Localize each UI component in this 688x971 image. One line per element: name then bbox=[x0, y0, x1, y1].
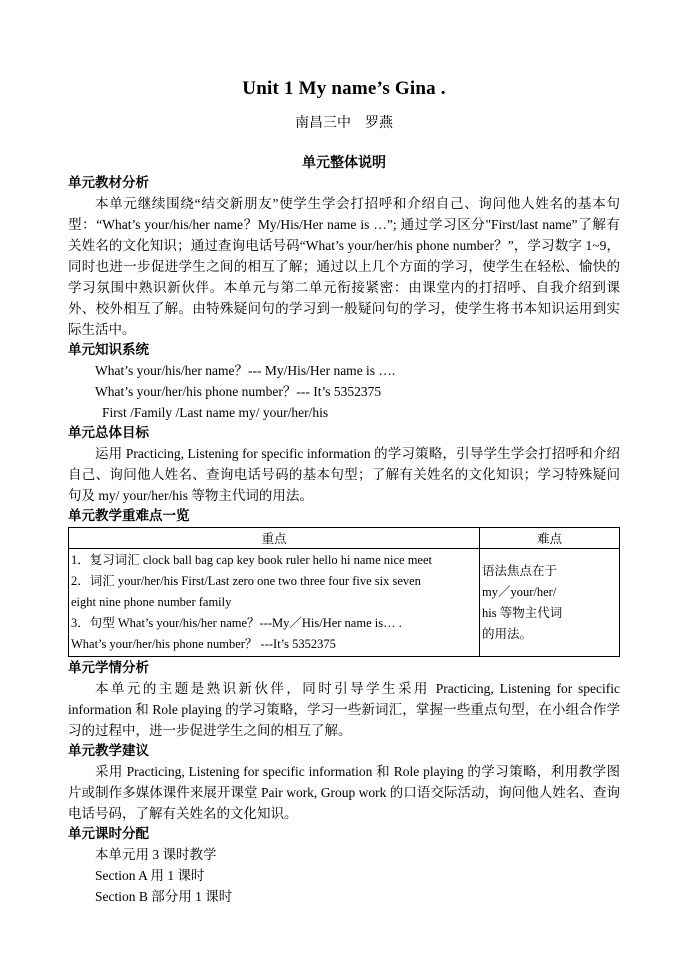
schedule-line: Section A 用 1 课时 bbox=[95, 868, 205, 883]
goals-paragraph: 运用 Practicing, Listening for specific information 的学习策略，引导学生学会打招呼和介绍自己、询问他人姓名、查询电话号码的基本句型；了解有关姓名的文化知识；学习特殊疑问句及 my/ your/her/his 等物主代词的用法。 bbox=[68, 446, 620, 503]
section-heading-analysis: 单元教材分析 bbox=[68, 175, 149, 190]
table-header-row bbox=[69, 528, 620, 549]
difficult-point-line: his 等物主代词 bbox=[482, 605, 563, 620]
section-heading-learners: 单元学情分析 bbox=[68, 660, 149, 675]
learners-paragraph: 本单元的主题是熟识新伙伴，同时引导学生采用 Practicing, Listening for specific information 和 Role playing 的学习策略，学习一些新词汇，掌握一些重点句型，在小组合作学习的过程中，进一步促进学生之间的相互了解。 bbox=[68, 681, 620, 738]
knowledge-line: What’s your/his/her name？--- My/His/Her name is …. bbox=[95, 363, 396, 378]
difficult-point-line: my／your/her/ bbox=[482, 584, 557, 599]
key-points-cell bbox=[69, 549, 480, 657]
document-subtitle: 单元整体说明 bbox=[302, 156, 386, 171]
section-heading-goals: 单元总体目标 bbox=[68, 425, 149, 440]
schedule-line: 本单元用 3 课时教学 bbox=[95, 847, 217, 862]
key-points-table bbox=[68, 527, 620, 657]
difficult-points-cell bbox=[480, 549, 620, 657]
document-title: Unit 1 My name’s Gina . bbox=[242, 78, 446, 99]
table-header-difficult: 难点 bbox=[480, 528, 620, 549]
section-heading-key-points: 单元教学重难点一览 bbox=[68, 508, 190, 523]
key-point-line: 1．复习词汇 clock ball bag cap key book ruler hello hi name nice meet bbox=[71, 553, 432, 567]
key-point-line: What’s your/her/his phone number？ ---It’s 5352375 bbox=[71, 637, 336, 651]
key-point-line: 2．词汇 your/her/his First/Last zero one two three four five six seven bbox=[71, 574, 421, 588]
key-point-line: 3．句型 What’s your/his/her name？---My／His/Her name is… . bbox=[71, 616, 402, 630]
section-heading-suggestions: 单元教学建议 bbox=[68, 743, 149, 758]
section-heading-schedule: 单元课时分配 bbox=[68, 826, 149, 841]
suggestions-paragraph: 采用 Practicing, Listening for specific information 和 Role playing 的学习策略，利用教学图片或制作多媒体课件来展开课堂 Pair work, Group work 的口语交际活动，询问他人姓名、查询电话号码，了解有关姓名的文化知识。 bbox=[68, 764, 620, 821]
analysis-paragraph: 本单元继续围绕“结交新朋友”使学生学会打招呼和介绍自己、询问他人姓名的基本句型：“What’s your/his/her name？My/His/Her name is …”; 通过学习区分"First/last name”了解有关姓名的文化知识；通过查询电话号码“What’s your/her/his phone number？”，学习数字 1~9，同时也进一步促进学生之间的相互了解；通过以上几个方面的学习，使学生在轻松、愉快的学习氛围中熟识新伙伴。本单元与第二单元衔接紧密：由课堂内的打招呼、自我介绍到课外、校外相互了解。由特殊疑问句的学习到一般疑问句的学习，使学生将书本知识运用到实际生活中。 bbox=[68, 196, 620, 337]
difficult-point-line: 语法焦点在于 bbox=[482, 563, 558, 578]
document-author: 南昌三中 罗燕 bbox=[295, 116, 393, 131]
difficult-point-line: 的用法。 bbox=[482, 626, 533, 641]
knowledge-line: What’s your/her/his phone number？--- It’s 5352375 bbox=[95, 384, 382, 399]
schedule-line: Section B 部分用 1 课时 bbox=[95, 889, 233, 904]
key-point-line: eight nine phone number family bbox=[71, 595, 232, 609]
table-header-key: 重点 bbox=[69, 528, 480, 549]
document-body bbox=[68, 173, 620, 907]
table-row bbox=[69, 549, 620, 657]
knowledge-line: First /Family /Last name my/ your/her/his bbox=[102, 405, 329, 420]
section-heading-knowledge: 单元知识系统 bbox=[68, 342, 149, 357]
